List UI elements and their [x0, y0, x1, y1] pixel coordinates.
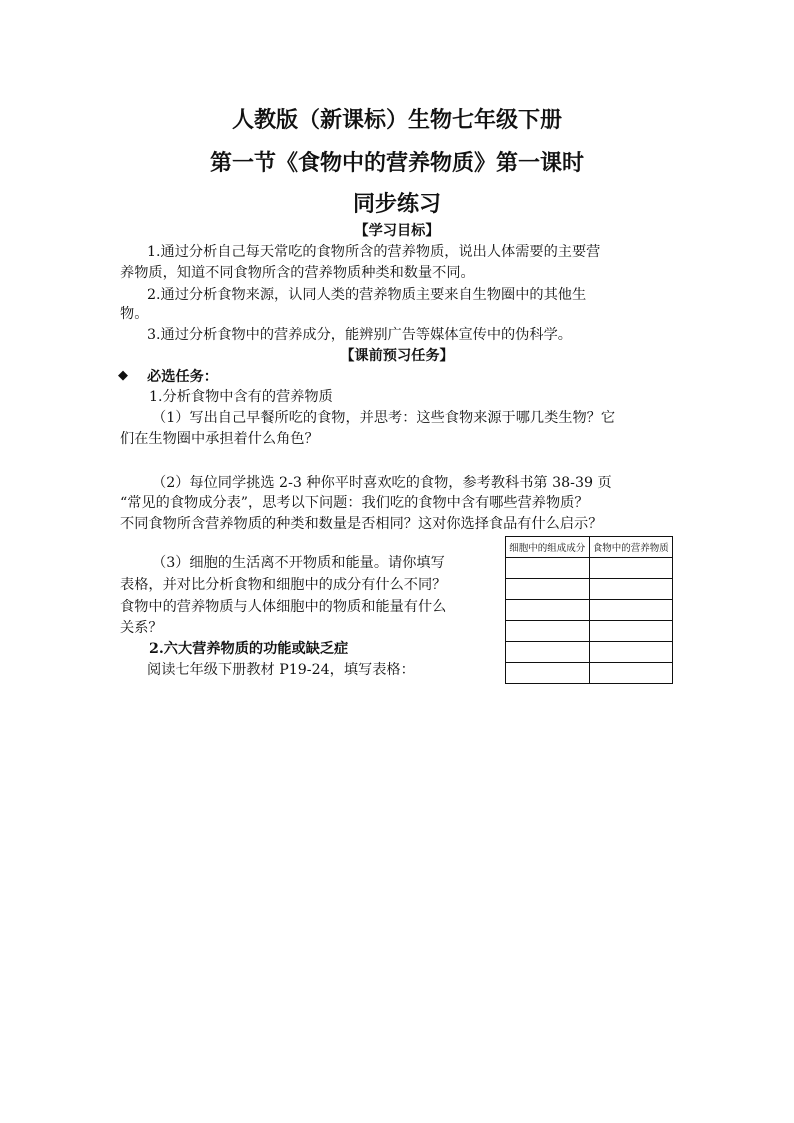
table-cell-input[interactable]	[506, 600, 590, 621]
column-header-cell-components: 细胞中的组成成分	[506, 537, 590, 558]
table-row	[506, 558, 673, 579]
question-2-line-3: 不同食物所含营养物质的种类和数量是否相同？这对你选择食品有什么启示？	[120, 516, 603, 532]
table-cell-input[interactable]	[506, 558, 590, 579]
objectives-heading: 【学习目标】	[354, 223, 440, 239]
table-cell-input[interactable]	[589, 600, 673, 621]
objective-2-line-2: 物。	[120, 306, 149, 322]
table-row	[506, 621, 673, 642]
table-cell-input[interactable]	[589, 579, 673, 600]
table-cell-input[interactable]	[589, 621, 673, 642]
table-cell-input[interactable]	[506, 663, 590, 684]
preview-heading: 【课前预习任务】	[340, 348, 454, 364]
cell-food-comparison-table	[505, 536, 673, 684]
table-row	[506, 642, 673, 663]
document-title: 人教版（新课标）生物七年级下册	[231, 107, 562, 133]
table-row	[506, 600, 673, 621]
question-3-line-1: （3）细胞的生活离不开物质和能量。请你填写	[152, 555, 445, 571]
question-3-line-3: 食物中的营养物质与人体细胞中的物质和能量有什么	[120, 599, 447, 615]
column-header-food-nutrients: 食物中的营养物质	[589, 537, 673, 558]
diamond-bullet-icon: ◆	[118, 368, 128, 383]
table-cell-input[interactable]	[506, 579, 590, 600]
question-3-line-4: 关系？	[120, 620, 163, 636]
table-cell-input[interactable]	[589, 642, 673, 663]
lesson-subtitle: 第一节《食物中的营养物质》第一课时	[209, 150, 584, 176]
question-3-line-2: 表格，并对比分析食物和细胞中的成分有什么不同？	[120, 577, 447, 593]
table-cell-input[interactable]	[506, 642, 590, 663]
question-1-line-2: 们在生物圈中承担着什么角色？	[120, 431, 319, 447]
table-cell-input[interactable]	[589, 663, 673, 684]
table-cell-input[interactable]	[589, 558, 673, 579]
objective-1-line-2: 养物质，知道不同食物所含的营养物质种类和数量不同。	[120, 265, 475, 281]
question-1-line-1: （1）写出自己早餐所吃的食物，并思考：这些食物来源于哪几类生物？它	[152, 410, 616, 426]
section-heading: 同步练习	[352, 191, 441, 217]
task-2-title: 2.六大营养物质的功能或缺乏症	[149, 641, 349, 657]
table-row	[506, 663, 673, 684]
objective-1-line-1: 1.通过分析自己每天常吃的食物所含的营养物质，说出人体需要的主要营	[147, 244, 601, 260]
question-2-line-1: （2）每位同学挑选 2-3 种你平时喜欢吃的食物，参考教科书第 38-39 页	[152, 475, 612, 491]
required-task-label: 必选任务：	[147, 369, 218, 385]
task-1-title: 1.分析食物中含有的营养物质	[149, 389, 333, 405]
table-header-row	[506, 537, 673, 558]
objective-3: 3.通过分析食物中的营养成分，能辨别广告等媒体宣传中的伪科学。	[147, 327, 572, 343]
task-2-instruction: 阅读七年级下册教材 P19-24，填写表格：	[147, 662, 415, 678]
table-row	[506, 579, 673, 600]
objective-2-line-1: 2.通过分析食物来源，认同人类的营养物质主要来自生物圈中的其他生	[147, 287, 587, 303]
question-2-line-2: “常见的食物成分表”，思考以下问题：我们吃的食物中含有哪些营养物质？	[120, 495, 589, 511]
table-cell-input[interactable]	[506, 621, 590, 642]
